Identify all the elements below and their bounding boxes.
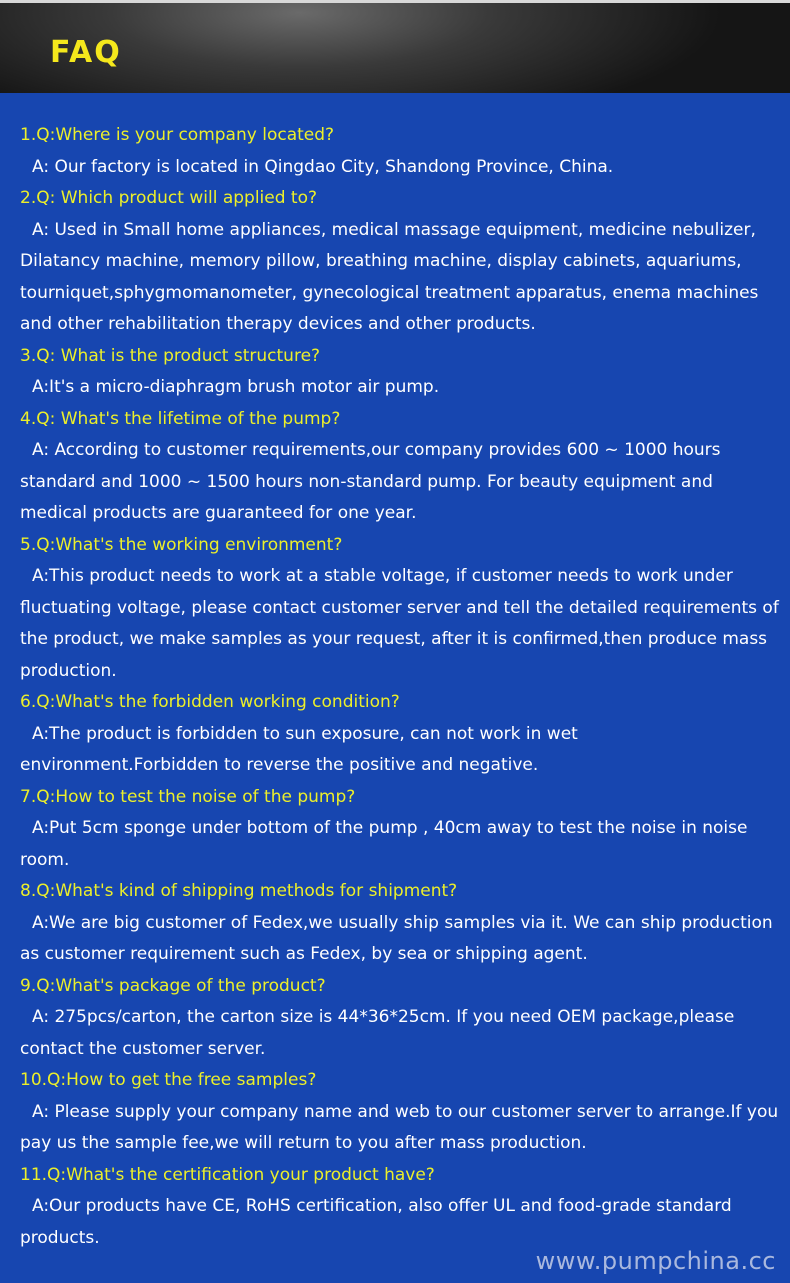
faq-answer-4: A: According to customer requirements,our company provides 600 ~ 1000 hours standard and 1000 ~ 1500 hours non-standard pump. For beauty equipment and medical products are guaranteed for one year. xyxy=(20,440,721,523)
faq-question-4: 4.Q: What's the lifetime of the pump? xyxy=(20,408,341,429)
faq-question-10: 10.Q:How to get the free samples? xyxy=(20,1070,317,1090)
faq-list xyxy=(20,120,780,1254)
faq-question-1: 1.Q:Where is your company located? xyxy=(20,125,335,145)
faq-answer-1: A: Our factory is located in Qingdao City, Shandong Province, China. xyxy=(32,156,614,177)
faq-answer-8: A:We are big customer of Fedex,we usually ship samples via it. We can ship production as customer requirement such as Fedex, by sea or shipping agent. xyxy=(20,912,773,964)
faq-answer-10: A: Please supply your company name and web to our customer server to arrange.If you pay us the sample fee,we will return to you after mass production. xyxy=(20,1101,779,1153)
faq-content xyxy=(0,93,790,1283)
faq-answer-9: A: 275pcs/carton, the carton size is 44*36*25cm. If you need OEM package,please contact the customer server. xyxy=(20,1007,735,1059)
faq-answer-7: A:Put 5cm sponge under bottom of the pump , 40cm away to test the noise in noise room. xyxy=(20,818,748,870)
faq-question-3: 3.Q: What is the product structure? xyxy=(20,345,321,366)
faq-question-11: 11.Q:What's the certification your product have? xyxy=(20,1164,435,1185)
faq-question-5: 5.Q:What's the working environment? xyxy=(20,534,343,555)
faq-question-2: 2.Q: Which product will applied to? xyxy=(20,188,318,208)
faq-answer-6: A:The product is forbidden to sun exposure, can not work in wet environment.Forbidden to reverse the positive and negative. xyxy=(20,723,578,775)
faq-answer-5: A:This product needs to work at a stable voltage, if customer needs to work under fluctuating voltage, please contact customer server and tell the detailed requirements of the product, we make samples as your request, after it is confirmed,then produce mass production. xyxy=(20,566,779,681)
faq-question-7: 7.Q:How to test the noise of the pump? xyxy=(20,786,356,807)
faq-header xyxy=(0,0,790,93)
faq-answer-3: A:It's a micro-diaphragm brush motor air pump. xyxy=(32,377,440,397)
faq-answer-11: A:Our products have CE, RoHS certification, also offer UL and food-grade standard products. xyxy=(20,1196,732,1248)
faq-question-9: 9.Q:What's package of the product? xyxy=(20,975,326,996)
faq-question-8: 8.Q:What's kind of shipping methods for shipment? xyxy=(20,881,458,901)
faq-question-6: 6.Q:What's the forbidden working condition? xyxy=(20,692,400,712)
watermark-url: www.pumpchina.cc xyxy=(535,1247,776,1275)
page-title: FAQ xyxy=(50,35,122,70)
faq-answer-2: A: Used in Small home appliances, medical massage equipment, medicine nebulizer, Dilatancy machine, memory pillow, breathing machine, display cabinets, aquariums, tourniquet,sphygmomanometer, gynecological treatment apparatus, enema machines and other rehabilitation therapy devices and other products. xyxy=(20,219,759,334)
